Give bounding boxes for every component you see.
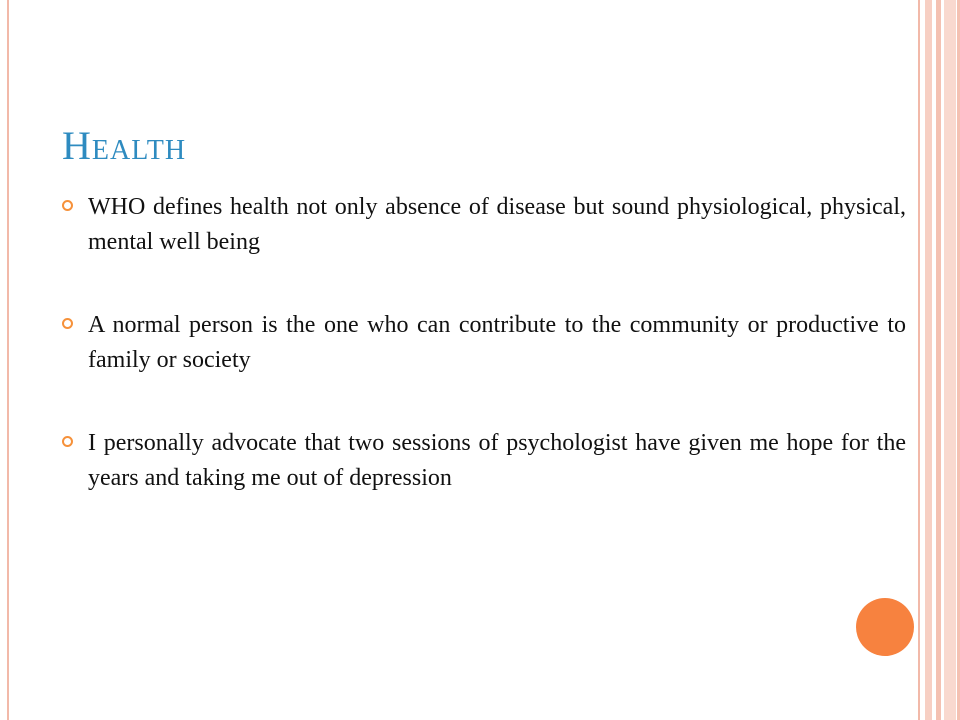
right-decorative-stripe: [944, 0, 956, 720]
bullet-text: I personally advocate that two sessions of psychologist have given me hope for the years and taking me out of depression: [88, 430, 906, 491]
bullet-circle-icon: [62, 200, 73, 211]
bullet-circle-icon: [62, 318, 73, 329]
orange-circle-icon: [856, 598, 914, 656]
right-decorative-stripe: [925, 0, 932, 720]
right-border-line: [918, 0, 920, 720]
bullet-list: [62, 190, 906, 544]
bullet-text: WHO defines health not only absence of disease but sound physiological, physical, mental well being: [88, 194, 906, 255]
bullet-item: [62, 190, 906, 260]
bullet-text: A normal person is the one who can contribute to the community or productive to family or society: [88, 312, 906, 373]
bullet-item: [62, 426, 906, 496]
left-border-line: [7, 0, 9, 720]
bullet-item: [62, 308, 906, 378]
bullet-circle-icon: [62, 436, 73, 447]
right-decorative-stripe: [936, 0, 941, 720]
slide-title: Health: [62, 123, 187, 168]
